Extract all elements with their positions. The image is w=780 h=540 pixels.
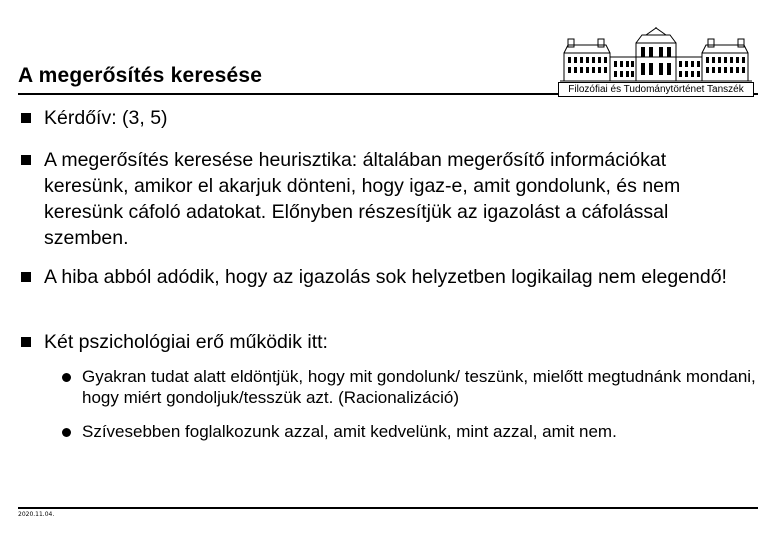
bullet-item-4: Két pszichológiai erő működik itt: xyxy=(44,331,328,353)
slide-title: A megerősítés keresése xyxy=(18,64,263,87)
sub-bullet-item-1: Gyakran tudat alatt eldöntjük, hogy mit gondolunk/ teszünk, mielőtt megtudnánk mondani, hogy miért gondoljuk/tesszük azt. (Racionalizáció) xyxy=(82,367,756,407)
bullet-marker xyxy=(21,155,31,165)
sub-bullet-item-2: Szívesebben foglalkozunk azzal, amit kedvelünk, mint azzal, amit nem. xyxy=(82,422,617,441)
bullet-marker xyxy=(21,272,31,282)
footer-date: 2020.11.04. xyxy=(18,511,55,518)
sub-bullet-marker xyxy=(62,373,71,382)
bullet-item-2: A megerősítés keresése heurisztika: általában megerősítő információkat keresünk, amikor el akarjuk dönteni, hogy igaz-e, amit gondolunk, és nem keresünk cáfoló adatokat. Előnyben részesítjük az igazolást a cáfolással szemben. xyxy=(44,149,681,249)
logo-caption: Filozófiai és Tudománytörténet Tanszék xyxy=(558,82,754,97)
bullet-item-1: Kérdőív: (3, 5) xyxy=(44,107,168,129)
footer-divider xyxy=(18,507,758,509)
sub-bullet-marker xyxy=(62,428,71,437)
bullet-item-3: A hiba abból adódik, hogy az igazolás sok helyzetben logikailag nem elegendő! xyxy=(44,266,727,288)
bullet-marker xyxy=(21,113,31,123)
bullet-marker xyxy=(21,337,31,347)
